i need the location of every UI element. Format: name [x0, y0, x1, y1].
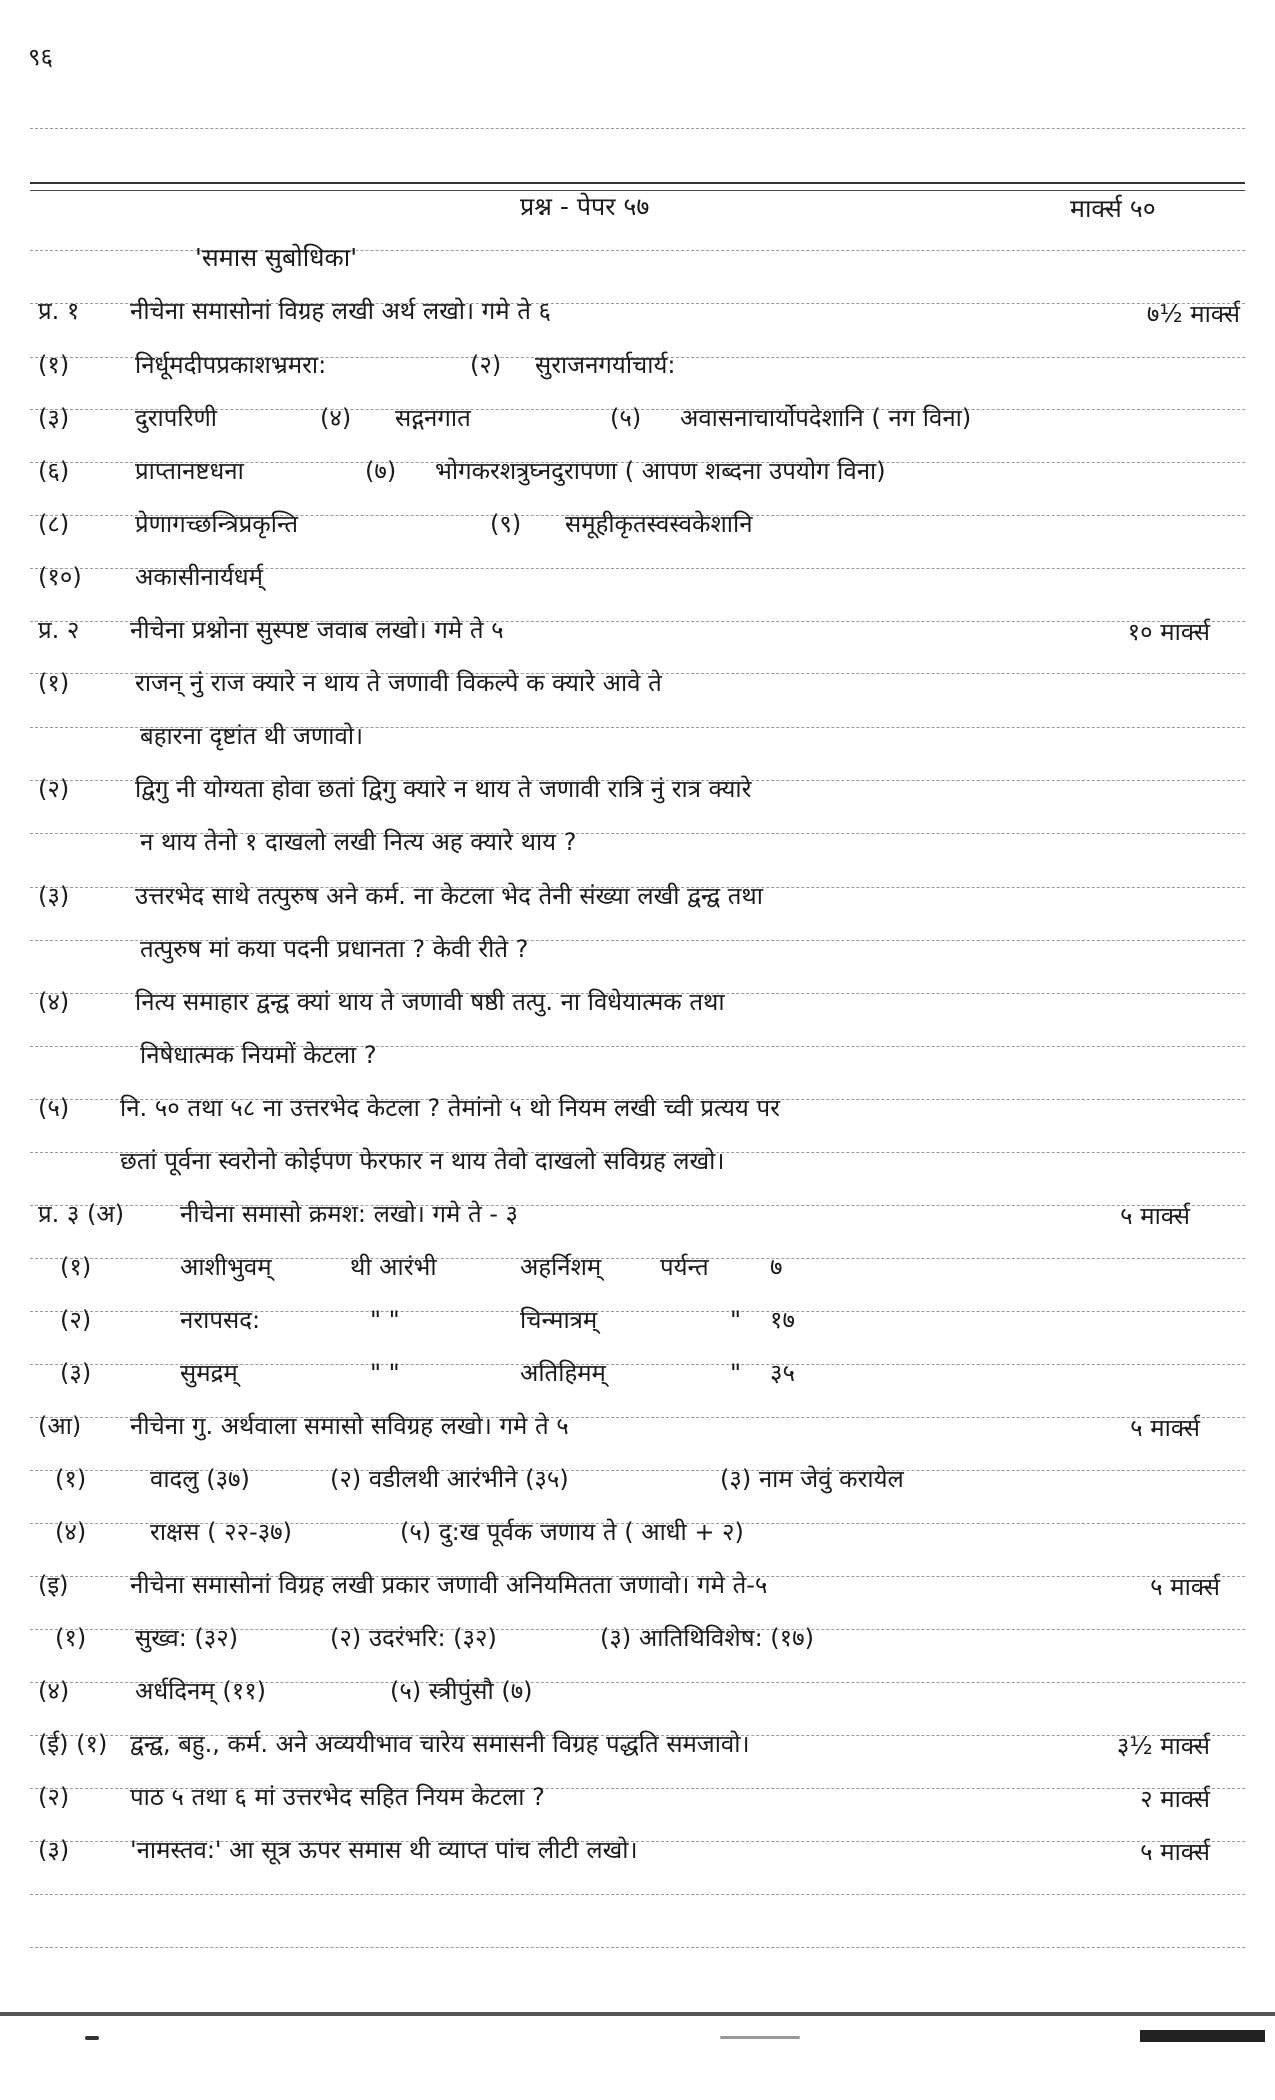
- q1-item-number: (२): [470, 351, 502, 379]
- q3-row-end: अहर्निशम्: [520, 1253, 602, 1281]
- q3-iii-marks: २ मार्क्स: [1140, 1785, 1210, 1813]
- q3-iv-marks: ५ मार्क्स: [1140, 1838, 1210, 1866]
- q2-item-number: (४): [38, 988, 70, 1016]
- q1-item-number: (६): [38, 457, 70, 485]
- q3-aa-item: (२) वडीलथी आरंभीने (३५): [330, 1465, 569, 1493]
- q3-i-item: (३) आतिथिविशेष: (१७): [600, 1624, 814, 1652]
- q2-item-line: उत्तरभेद साथे तत्पुरुष अने कर्म. ना केटला भेद तेनी संख्या लखी द्वन्द्व तथा: [135, 882, 763, 910]
- q3-iii-text: पाठ ५ तथा ६ मां उत्तरभेद सहित नियम केटला ?: [130, 1783, 545, 1811]
- header-rule-top: [30, 182, 1245, 184]
- scan-edge-line: [0, 2012, 1275, 2016]
- q2-item-line: द्विगु नी योग्यता होवा छतां द्विगु क्यारे न थाय ते जणावी रात्रि नुं रात्र क्यारे: [135, 775, 752, 803]
- q2-item-line: नित्य समाहार द्वन्द्व क्यां थाय ते जणावी षष्ठी तत्पु. ना विधेयात्मक तथा: [135, 988, 725, 1016]
- q2-item-line: छतां पूर्वना स्वरोनो कोईपण फेरफार न थाय तेवो दाखलो सविग्रह लखो।: [120, 1147, 725, 1175]
- q3-row-start: आशीभुवम्: [180, 1253, 272, 1281]
- q2-label: प्र. २: [38, 616, 80, 644]
- q3-row-value: ७: [770, 1253, 783, 1281]
- total-marks: मार्क्स ५०: [1070, 194, 1156, 223]
- q3-row-mid: " ": [370, 1306, 400, 1334]
- q3-iii-label: (२): [38, 1783, 70, 1811]
- scan-speck: [720, 2036, 800, 2039]
- q3-i-marks: ५ मार्क्स: [1150, 1573, 1220, 1601]
- q1-item-number: (५): [610, 404, 642, 432]
- q1-item-number: (१): [38, 351, 70, 379]
- q3-aa-item: (१): [55, 1465, 87, 1493]
- q3-i-item: (४): [38, 1677, 70, 1705]
- q1-text: नीचेना समासोनां विग्रह लखी अर्थ लखो। गमे ते ६: [130, 297, 551, 325]
- q3-aa-item: (४): [55, 1518, 87, 1546]
- q3-row-mid: " ": [370, 1359, 400, 1387]
- q3-row-value: ३५: [770, 1359, 795, 1387]
- q3-aa-item: (३) नाम जेवुं करायेल: [720, 1465, 904, 1493]
- q1-item-number: (३): [38, 404, 70, 432]
- q1-item: अकासीनार्यधर्म्: [135, 563, 263, 591]
- q3-i-item: (१): [55, 1624, 87, 1652]
- paper-title: प्रश्न - पेपर ५७: [520, 192, 650, 221]
- q2-item-number: (२): [38, 775, 70, 803]
- q3-i-label: (इ): [38, 1571, 69, 1599]
- page-number: ९६: [28, 43, 53, 71]
- q3-aa-label: (आ): [38, 1412, 82, 1440]
- q2-item-number: (३): [38, 882, 70, 910]
- q3-label: प्र. ३ (अ): [38, 1200, 125, 1228]
- q1-marks: ७½ मार्क्स: [1146, 300, 1240, 328]
- q3-row-end: चिन्मात्रम्: [520, 1306, 598, 1334]
- q3-aa-item: राक्षस ( २२-३७): [150, 1518, 293, 1546]
- q3-i-text: नीचेना समासोनां विग्रह लखी प्रकार जणावी अनियमितता जणावो। गमे ते-५: [130, 1571, 768, 1599]
- q3-i-item: (२) उदरंभरि: (३२): [330, 1624, 497, 1652]
- q2-item-line: न थाय तेनो १ दाखलो लखी नित्य अह क्यारे थाय ?: [140, 828, 577, 856]
- q1-item: प्रेणागच्छन्त्रिप्रकृन्ति: [135, 510, 299, 538]
- q3-aa-item: (५) दु:ख पूर्वक जणाय ते ( आधी + २): [400, 1518, 744, 1546]
- q1-item-number: (१०): [38, 563, 82, 591]
- q3-ii-text: द्वन्द्व, बहु., कर्म. अने अव्ययीभाव चारेय समासनी विग्रह पद्धति समजावो।: [130, 1730, 750, 1758]
- q1-item: समूहीकृतस्वस्वकेशानि: [565, 510, 753, 538]
- scan-speck: [85, 2036, 99, 2040]
- q3-ii-label: (ई) (१): [38, 1730, 108, 1758]
- q3-row-suffix: पर्यन्त: [660, 1253, 709, 1281]
- q3-marks: ५ मार्क्स: [1120, 1202, 1190, 1230]
- q1-item: निर्धूमदीपप्रकाशभ्रमरा:: [135, 351, 327, 379]
- q2-item-number: (५): [38, 1094, 70, 1122]
- q2-marks: १० मार्क्स: [1127, 618, 1210, 646]
- q3-aa-text: नीचेना गु. अर्थवाला समासो सविग्रह लखो। गमे ते ५: [130, 1412, 569, 1440]
- q3-row-number: (१): [60, 1253, 92, 1281]
- q3-i-item: सुख्व: (३२): [135, 1624, 239, 1652]
- q3-ii-marks: ३½ मार्क्स: [1116, 1732, 1210, 1760]
- q1-item: प्राप्तानष्टधना: [135, 457, 244, 485]
- q2-item-line: राजन् नुं राज क्यारे न थाय ते जणावी विकल्पे क क्यारे आवे ते: [135, 669, 662, 697]
- q1-item-number: (४): [320, 404, 352, 432]
- q2-item-line: नि. ५० तथा ५८ ना उत्तरभेद केटला ? तेमांनो ५ थो नियम लखी च्वी प्रत्यय पर: [120, 1094, 780, 1122]
- q1-item-number: (७): [365, 457, 397, 485]
- q1-item-number: (८): [38, 510, 70, 538]
- q3-row-value: १७: [770, 1306, 795, 1334]
- q1-item: अवासनाचार्योपदेशानि ( नग विना): [680, 404, 972, 432]
- q3-i-item: अर्धदिनम् (११): [135, 1677, 267, 1705]
- q2-text: नीचेना प्रश्नोना सुस्पष्ट जवाब लखो। गमे ते ५: [130, 616, 504, 644]
- subtitle: 'समास सुबोधिका': [195, 243, 358, 272]
- q3-row-end: अतिहिमम्: [520, 1359, 606, 1387]
- q3-i-item: (५) स्त्रीपुंसौ (७): [390, 1677, 533, 1705]
- q3-row-start: नरापसद:: [180, 1306, 261, 1334]
- header-rule-bottom: [30, 190, 1245, 191]
- q1-item: सद्गनगात: [395, 404, 471, 432]
- scan-edge-mark: [1140, 2030, 1265, 2042]
- q3-row-suffix: ": [730, 1359, 742, 1387]
- q3-row-number: (२): [60, 1306, 92, 1334]
- q1-item-number: (९): [490, 510, 522, 538]
- q1-item: सुराजनगर्याचार्य:: [535, 351, 676, 379]
- q2-item-number: (१): [38, 669, 70, 697]
- q1-item: दुरापरिणी: [135, 404, 218, 432]
- q3-text: नीचेना समासो क्रमश: लखो। गमे ते - ३: [180, 1200, 519, 1228]
- q1-item: भोगकरशत्रुघ्नदुरापणा ( आपण शब्दना उपयोग विना): [435, 457, 886, 485]
- q3-aa-item: वादलु (३७): [150, 1465, 250, 1493]
- q3-row-number: (३): [60, 1359, 92, 1387]
- q3-iv-text: 'नामस्तव:' आ सूत्र ऊपर समास थी व्याप्त पांच लीटी लखो।: [130, 1836, 638, 1864]
- q3-iv-label: (३): [38, 1836, 70, 1864]
- q3-aa-marks: ५ मार्क्स: [1130, 1414, 1200, 1442]
- q2-item-line: बहारना दृष्टांत थी जणावो।: [140, 722, 364, 750]
- q2-item-line: निषेधात्मक नियमों केटला ?: [140, 1041, 377, 1069]
- q1-label: प्र. १: [38, 297, 80, 325]
- q2-item-line: तत्पुरुष मां कया पदनी प्रधानता ? केवी रीते ?: [140, 935, 529, 963]
- q3-row-suffix: ": [730, 1306, 742, 1334]
- q3-row-start: सुमद्रम्: [180, 1359, 238, 1387]
- q3-row-mid: थी आरंभी: [350, 1253, 437, 1281]
